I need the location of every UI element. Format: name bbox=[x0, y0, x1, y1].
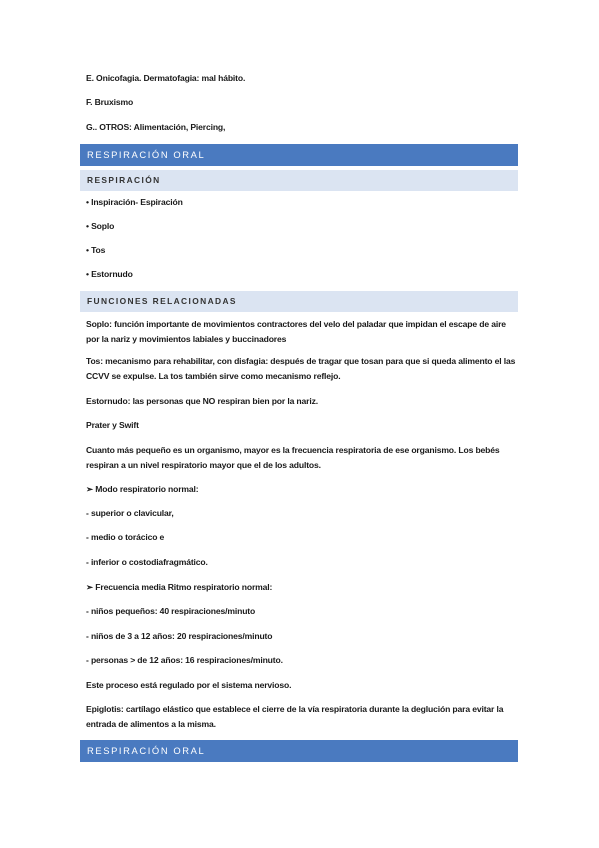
heading-frecuencia: ➢ Frecuencia media Ritmo respiratorio normal: bbox=[86, 582, 273, 592]
list-item: - inferior o costodiafragmático. bbox=[86, 557, 208, 567]
subsection-title: RESPIRACIÓN bbox=[87, 175, 161, 185]
list-item: - niños de 3 a 12 años: 20 respiraciones/minuto bbox=[86, 631, 273, 641]
bullet-item: • Inspiración- Espiración bbox=[86, 197, 183, 207]
list-item: - superior o clavicular, bbox=[86, 508, 174, 518]
list-item: - personas > de 12 años: 16 respiraciones/minuto. bbox=[86, 655, 283, 665]
section-header-respiracion-oral bbox=[80, 144, 518, 166]
section-title: RESPIRACIÓN ORAL bbox=[87, 745, 206, 756]
paragraph-prater: Prater y Swift bbox=[86, 420, 139, 430]
paragraph-tos: Tos: mecanismo para rehabilitar, con disfagia: después de tragar que tosan para que si queda alimento el las CCVV se expulse. La tos también sirve como mecanismo reflejo. bbox=[86, 356, 516, 381]
paragraph-soplo: Soplo: función importante de movimientos contractores del velo del paladar que impidan el escape de aire por la nariz y movimientos labiales y buccinadores bbox=[86, 319, 506, 344]
subsection-header-respiracion bbox=[80, 170, 518, 191]
paragraph-estornudo: Estornudo: las personas que NO respiran bien por la nariz. bbox=[86, 396, 318, 406]
heading-modo-respiratorio: ➢ Modo respiratorio normal: bbox=[86, 484, 199, 494]
bullet-item: • Estornudo bbox=[86, 269, 133, 279]
paragraph-regulado: Este proceso está regulado por el sistema nervioso. bbox=[86, 680, 292, 690]
paragraph-cuanto: Cuanto más pequeño es un organismo, mayor es la frecuencia respiratoria de ese organismo. Los bebés respiran a un nivel respiratorio mayor que el de los adultos. bbox=[86, 445, 500, 470]
bullet-item: • Soplo bbox=[86, 221, 115, 231]
section-header-respiracion-oral-2 bbox=[80, 740, 518, 762]
bullet-item: • Tos bbox=[86, 245, 106, 255]
item-otros: G.. OTROS: Alimentación, Piercing, bbox=[86, 122, 226, 132]
subsection-header-funciones bbox=[80, 291, 518, 312]
subsection-title: FUNCIONES RELACIONADAS bbox=[87, 296, 237, 306]
section-title: RESPIRACIÓN ORAL bbox=[87, 149, 206, 160]
paragraph-epiglotis: Epiglotis: cartílago elástico que establece el cierre de la vía respiratoria durante la deglución para evitar la entrada de alimentos a la misma. bbox=[86, 704, 504, 729]
list-item: - niños pequeños: 40 respiraciones/minuto bbox=[86, 606, 256, 616]
item-onicofagia: E. Onicofagia. Dermatofagia: mal hábito. bbox=[86, 73, 246, 83]
list-item: - medio o torácico e bbox=[86, 532, 165, 542]
item-bruxismo: F. Bruxismo bbox=[86, 97, 134, 107]
